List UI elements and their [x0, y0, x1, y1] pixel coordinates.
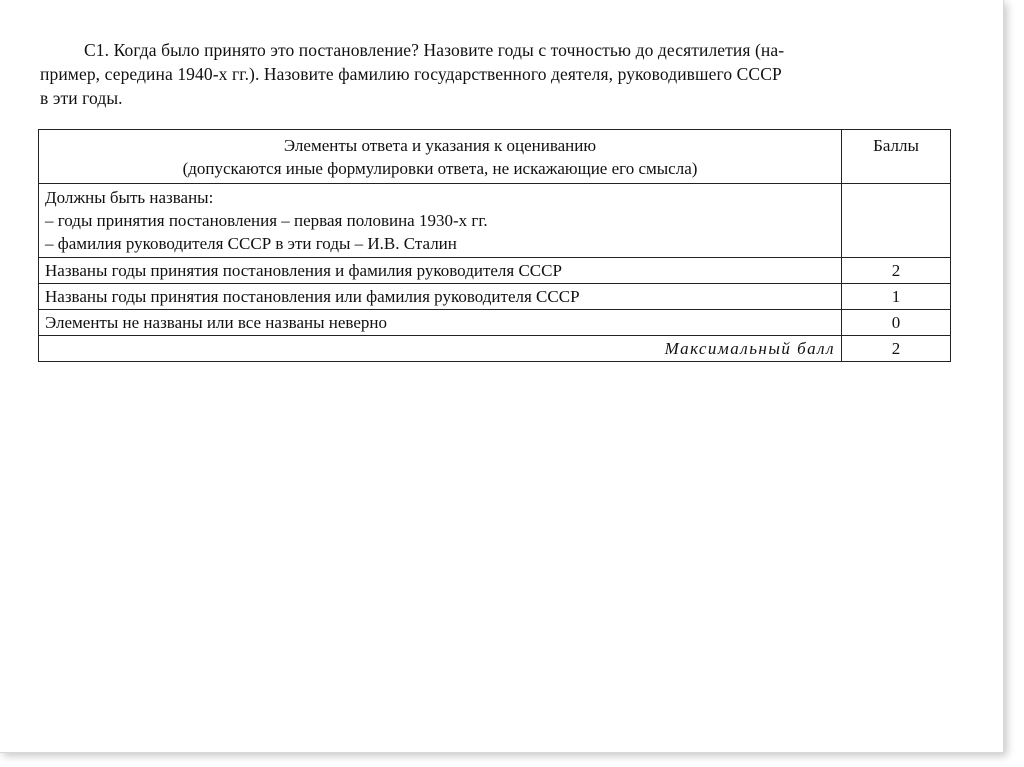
question-line-3: в эти годы. [40, 88, 123, 108]
answer-line-1: Должны быть названы: [45, 188, 214, 207]
max-score-row [39, 336, 951, 362]
answer-block-points [842, 184, 951, 258]
grading-table [38, 129, 951, 362]
question-line-2: пример, середина 1940-х гг.). Назовите фамилию государственного деятеля, руководившего СССР [40, 64, 782, 84]
points-cell: 2 [842, 258, 951, 284]
table-row [39, 310, 951, 336]
table-row [39, 284, 951, 310]
criterion-cell: Названы годы принятия постановления и фамилия руководителя СССР [39, 258, 842, 284]
answer-block [39, 184, 842, 258]
points-cell: 0 [842, 310, 951, 336]
table-row [39, 258, 951, 284]
header-elements-note: (допускаются иные формулировки ответа, не искажающие его смысла) [182, 159, 698, 178]
header-elements-title: Элементы ответа и указания к оцениванию [283, 136, 597, 155]
question-line-1: С1. Когда было принято это постановление? Назовите годы с точностью до десятилетия (на- [84, 40, 785, 60]
header-points: Баллы [842, 130, 951, 184]
question-text [40, 38, 958, 110]
answer-block-row [39, 184, 951, 258]
answer-line-2: – годы принятия постановления – первая половина 1930-х гг. [45, 211, 488, 230]
max-score-label: Максимальный балл [39, 336, 842, 362]
answer-line-3: – фамилия руководителя СССР в эти годы – И.В. Сталин [45, 234, 457, 253]
criterion-cell: Элементы не названы или все названы неверно [39, 310, 842, 336]
criterion-cell: Названы годы принятия постановления или фамилия руководителя СССР [39, 284, 842, 310]
points-cell: 1 [842, 284, 951, 310]
header-elements [39, 130, 842, 184]
max-score-points: 2 [842, 336, 951, 362]
table-header-row [39, 130, 951, 184]
